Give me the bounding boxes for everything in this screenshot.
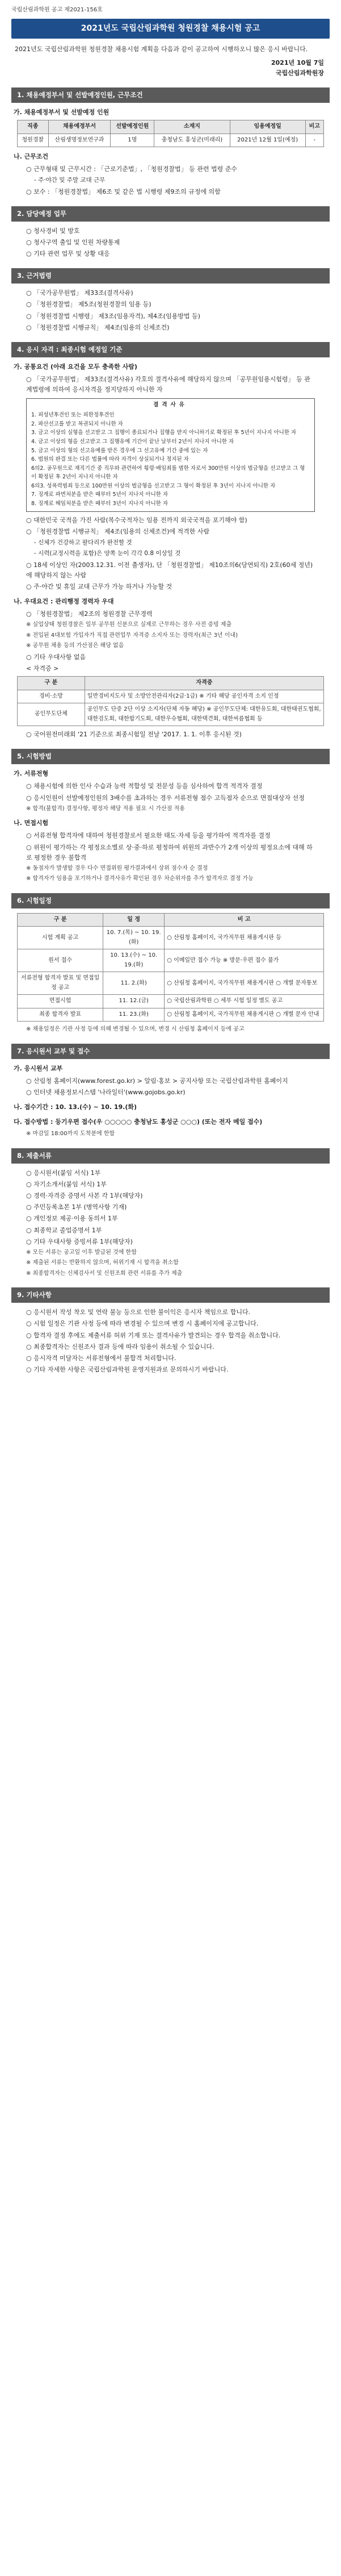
preference-note: ※ 공무원 채용 등의 가산점은 해당 없음: [26, 643, 124, 649]
section-7b-heading: 나. 접수기간 : 10. 13.(수) ~ 10. 19.(화): [14, 1103, 137, 1111]
list-item: ○ 「청원경찰법」 제5조(청원경찰의 임용 등): [26, 301, 151, 309]
table-row: [18, 972, 324, 995]
list-item: ○ 「청원경찰법 시행령」 제3조(임용자격), 제4조(임용방법 등): [26, 312, 200, 320]
method-item: ○ 응시인원이 선발예정인원의 3배수를 초과하는 경우 서류전형 점수 고득점자 순으로 면접대상자 선정: [26, 794, 305, 802]
box-item: 6의3. 성폭력범죄 등으로 100만원 이상의 벌금형을 선고받고 그 형이 확정된 후 3년이 지나지 아니한 자: [31, 482, 276, 489]
section-9-header: 9. 기타사항: [11, 1287, 330, 1303]
notice-date: 2021년 10월 7일: [271, 59, 324, 66]
submission-note: ※ 마감일 18:00까지 도착분에 한함: [26, 1131, 115, 1137]
section-2-header: 2. 담당예정 업무: [11, 206, 330, 222]
document-note: ※ 제출된 서류는 반환하지 않으며, 허위기재 시 합격을 취소함: [26, 1260, 179, 1266]
table-row: [18, 949, 324, 972]
table-cell: 11. 12.(금): [103, 995, 165, 1008]
disqualification-box: [26, 398, 315, 512]
table-cell: 산림생명정보연구과: [48, 134, 111, 147]
section-7a-heading: 가. 응시원서 교부: [14, 1064, 63, 1072]
table-cell: ○ 산림청 홈페이지, 국가직무원 채용게시판 등: [165, 927, 324, 949]
requirement: ○ 18세 이상인 자(2003.12.31. 이전 출생자), 단 「청원경찰법」 제10조의6(당연퇴직) 2호(60세 정년)에 해당하지 않는 사람: [26, 561, 313, 579]
document-item: ○ 개인정보 제공·이용 동의서 1부: [26, 1215, 118, 1223]
preference-note: ※ 실업상태 청원경찰은 일부 공무원 신분으로 실제로 근무하는 경우 사전 증빙 제출: [26, 622, 232, 628]
method-item: ○ 채용시험에 의한 인사 수습과 능력 적합성 및 전문성 등을 심사하여 합격 적격자 결정: [26, 782, 263, 790]
table-cell: ○ 국립산림과학원 ○ 세부 시험 일정 별도 공고: [165, 995, 324, 1008]
table-cell: 경비·소방: [18, 690, 85, 703]
section-5a-heading: 가. 서류전형: [14, 770, 49, 778]
table-header: 비고: [305, 120, 323, 134]
requirement: ○ 국어원전미래회 '21 기준으로 최종시험일 전날 '2017. 1. 1. 이후 응시된 것): [26, 731, 242, 739]
box-item: 7. 징계로 파면처분을 받은 때부터 5년이 지나지 아니한 자: [31, 491, 169, 498]
misc-item: ○ 시험 일정은 기관 사정 등에 따라 변경될 수 있으며 변경 시 홈페이지에 공고합니다.: [26, 1320, 259, 1328]
table-header: 자격증: [85, 677, 323, 690]
work-condition: ○ 근무형태 및 근무시간 : 「근로기준법」, 「청원경찰법」 등 관련 법령 준수: [26, 165, 238, 173]
document-item: ○ 기타 우대사항 증빙서류 1부(해당자): [26, 1237, 133, 1245]
table-cell: -: [305, 134, 323, 147]
document-item: ○ 자기소개서(붙임 서식) 1부: [26, 1181, 107, 1189]
table-header: 구 분: [18, 913, 103, 927]
misc-item: ○ 최종합격자는 신원조사 결과 등에 따라 임용이 취소될 수 있습니다.: [26, 1343, 214, 1350]
table-cell: 청원경찰: [18, 134, 49, 147]
table-cell: 충청남도 홍성군(미래리): [154, 134, 230, 147]
list-item: ○ 청사구역 출입 및 인원 차량통제: [26, 238, 120, 246]
table-cell: 서류전형 합격자 발표 및 면접일정 공고: [18, 972, 103, 995]
table-header: 채용예정부서: [48, 120, 111, 134]
table-row: [18, 134, 324, 147]
intro-text: 2021년도 국립산림과학원 청원경찰 채용시험 계획을 다음과 같이 공고하여 시행하오니 많은 응시 바랍니다.: [15, 45, 308, 53]
table-cell: ○ 산림청 홈페이지, 국가직무원 채용게시판 ○ 개별 문자통보: [165, 972, 324, 995]
box-item: 4. 금고 이상의 형을 선고받고 그 집행유예 기간이 끝난 날부터 2년이 지나지 아니한 자: [31, 439, 234, 445]
box-item: 6. 법원의 판결 또는 다른 법률에 따라 자격이 상실되거나 정지된 자: [31, 456, 189, 463]
misc-item: ○ 응시자격 미달자는 서류전형에서 불합격 처리합니다.: [26, 1354, 176, 1362]
section-6-header: 6. 시험일정: [11, 893, 330, 908]
document-item: ○ 응시원서(붙임 서식) 1부: [26, 1169, 101, 1177]
table-cell: 면접시험: [18, 995, 103, 1008]
recruitment-table: [17, 120, 324, 147]
list-item: ○ 「국가공무원법」 제33조(결격사유): [26, 289, 133, 297]
document-item: ○ 주민등록초본 1부 (병역사항 기재): [26, 1203, 127, 1211]
method-note: ※ 동점자가 발생할 경우 다수 면접위원 평가결과에서 상위 점수자 순 결정: [26, 865, 208, 872]
table-cell: 11. 2.(화): [103, 972, 165, 995]
list-item: ○ 청사경비 및 방호: [26, 227, 80, 235]
document-item: ○ 경력·자격증 증명서 사본 각 1부(해당자): [26, 1192, 143, 1200]
section-4-header: 4. 응시 자격 : 최종시험 예정일 기준: [11, 342, 330, 357]
page-title: 2021년도 국립산림과학원 청원경찰 채용시험 공고: [11, 19, 330, 39]
table-header: 구 분: [18, 677, 85, 690]
section-4a-heading: 가. 공통요건 (아래 요건을 모두 충족한 사람): [14, 362, 137, 370]
table-cell: 원서 접수: [18, 949, 103, 972]
method-note: ※ 합격자가 임용을 포기하거나 결격사유가 확인된 경우 차순위자를 추가 합격자로 결정 가능: [26, 876, 254, 882]
section-8-header: 8. 제출서류: [11, 1148, 330, 1164]
table-cell: 최종 합격자 발표: [18, 1008, 103, 1022]
document-note: ※ 최종합격자는 신체검사서 및 신원조회 관련 서류를 추가 제출: [26, 1270, 183, 1277]
table-cell: ○ 산림청 홈페이지, 국가직무원 채용게시판 ○ 개별 문자 안내: [165, 1008, 324, 1022]
section-1a-heading: 가. 채용예정부서 및 선발예정 인원: [14, 108, 110, 116]
certificate-table: [17, 676, 324, 726]
preference: ○ 「청원경찰법」 제2조의 청원경찰 근무경력: [26, 610, 153, 618]
misc-item: ○ 응시원서 작성 착오 및 연락 불능 등으로 인한 불이익은 응시자 책임으로 합니다.: [26, 1308, 251, 1316]
table-cell: 10. 7.(목) ~ 10. 19.(화): [103, 927, 165, 949]
document-number: 국립산림과학원 공고 제2021-156호: [11, 7, 103, 13]
method-item: ○ 서류전형 합격자에 대하여 청원경찰로서 필요한 태도·자세 등을 평가하여 적격자를 결정: [26, 832, 271, 840]
table-row: [18, 927, 324, 949]
section-7-header: 7. 응시원서 교부 및 접수: [11, 1044, 330, 1059]
table-cell: 11. 23.(화): [103, 1008, 165, 1022]
section-3-header: 3. 근거법령: [11, 268, 330, 284]
issuing-organization: 국립산림과학원장: [275, 69, 324, 77]
application-source: ○ 산림청 홈페이지(www.forest.go.kr) > 알림·홍보 > 공지사항 또는 국립산림과학원 홈페이지: [26, 1077, 288, 1085]
requirement-detail: - 신체가 건강하고 팔다리가 완전할 것: [34, 539, 132, 547]
box-item: 3. 금고 이상의 실형을 선고받고 그 집행이 종료되거나 집행을 받지 아니하기로 확정된 후 5년이 지나지 아니한 자: [31, 430, 297, 436]
method-item: ○ 위원이 평가하는 각 평정요소별로 상·중·하로 평정하여 위원의 과반수가 2개 이상의 평정요소에 대해 하로 평정한 경우 불합격: [26, 843, 313, 861]
table-cell: ○ 이메일만 접수 가능 ※ 방문·우편 접수 불가: [165, 949, 324, 972]
table-header: 선발예정인원: [111, 120, 154, 134]
box-title: 결격사유: [153, 402, 188, 409]
list-item: ○ 기타 관련 업무 및 상황 대응: [26, 250, 110, 258]
table-row: [18, 1008, 324, 1022]
schedule-note: ※ 채용일정은 기관 사정 등에 의해 변경될 수 있으며, 변경 시 산림청 홈페이지 등에 공고: [26, 1026, 245, 1033]
list-item: ○ 「청원경찰법 시행규칙」 제4조(임용의 신체조건): [26, 323, 170, 331]
section-5-header: 5. 시험방법: [11, 749, 330, 764]
section-7c-heading: 다. 접수방법 : 등기우편 접수(우 ○○○○○ 충청남도 홍성군 ○○○) (또는 전자 메일 접수): [14, 1118, 263, 1126]
box-item: 2. 파산선고를 받고 복권되지 아니한 자: [31, 420, 123, 427]
certificate-table-title: < 자격증 >: [26, 665, 59, 673]
table-header: 일 정: [103, 913, 165, 927]
work-condition-note: - 주·야간 및 주말 교대 근무: [34, 177, 106, 184]
requirement-detail: - 시력(교정시력을 포함)은 양쪽 눈이 각각 0.8 이상일 것: [34, 550, 181, 557]
table-header: 비 고: [165, 913, 324, 927]
requirement: ○ 「국가공무원법」 제33조(결격사유) 각호의 결격사유에 해당하지 않으며 「공무원임용시험령」 등 관계법령에 의하여 응시자격을 정지당하지 아니한 자: [26, 375, 310, 394]
schedule-table: [17, 913, 324, 1022]
preference: ○ 기타 우대사항 없음: [26, 653, 86, 661]
table-row: [18, 703, 324, 726]
table-row: [18, 995, 324, 1008]
section-1-header: 1. 채용예정부서 및 선발예정인원, 근무조건: [11, 87, 330, 103]
table-cell: 1명: [111, 134, 154, 147]
box-item: 6의2. 공무원으로 재직기간 중 직무와 관련하여 횡령·배임죄를 범한 자로서 300만원 이상의 벌금형을 선고받고 그 형이 확정된 후 2년이 지나지 아니한 자: [31, 465, 305, 480]
document-note: ※ 모든 서류는 공고일 이후 발급된 것에 한함: [26, 1249, 137, 1256]
section-5b-heading: 나. 면접시험: [14, 819, 49, 827]
table-header: 직종: [18, 120, 49, 134]
box-item: 8. 징계로 해임처분을 받은 때부터 3년이 지나지 아니한 자: [31, 501, 169, 507]
misc-item: ○ 합격자 결정 후에도 제출서류 허위 기재 또는 결격사유가 발견되는 경우 합격을 취소합니다.: [26, 1331, 281, 1339]
section-4b-heading: 나. 우대요건 : 관리행정 경력자 우대: [14, 598, 114, 606]
preference-note: ※ 전입된 4대보험 가입자가 직접 관련업무 자격증 소지자 또는 경력자(최근 3년 이내): [26, 632, 238, 639]
document-item: ○ 최종학교 졸업증명서 1부: [26, 1226, 102, 1234]
table-cell: 공인무도 단증 2단 이상 소지자(단체 자동 해당) ※ 공인무도단체: 대한유도회, 대한태권도협회, 대한검도회, 대한합기도회, 대한우슈협회, 대한택견회, 대한씨름협회 등: [85, 703, 323, 726]
box-item: 1. 피성년후견인 또는 피한정후견인: [31, 411, 115, 418]
table-cell: 시험 계획 공고: [18, 927, 103, 949]
application-source: ○ 인터넷 채용정보시스템 '나라일터'(www.gojobs.go.kr): [26, 1089, 186, 1096]
table-cell: 2021년 12월 1일(예정): [230, 134, 305, 147]
box-item: 5. 금고 이상의 형의 선고유예를 받은 경우에 그 선고유예 기간 중에 있는 자: [31, 447, 208, 454]
requirement: ○ 주·야간 및 휴일 교대 근무가 가능 하거나 가능할 것: [26, 582, 172, 590]
table-cell: 일반경비지도사 및 소방안전관리자(2급·1급) ※ 기타 해당 공인자격 소지 인정: [85, 690, 323, 703]
table-row: [18, 690, 324, 703]
table-header: 소재지: [154, 120, 230, 134]
misc-item: ○ 기타 자세한 사항은 국립산림과학원 운영지원과로 문의하시기 바랍니다.: [26, 1366, 229, 1374]
salary-condition: ○ 보수 : 「청원경찰법」 제6조 및 같은 법 시행령 제9조의 규정에 의함: [26, 187, 221, 195]
requirement: ○ 「청원경찰법 시행규칙」 제4조(임용의 신체조건)에 적격한 사람: [26, 527, 210, 535]
method-note: ※ 합격(불합격) 결정사항, 평정자 해당 적용 필요 시 가산점 적용: [26, 805, 185, 812]
section-1b-heading: 나. 근무조건: [14, 153, 49, 161]
requirement: ○ 대한민국 국적을 가진 사람(복수국적자는 임용 전까지 외국국적을 포기해야 함): [26, 516, 247, 524]
table-header: 임용예정일: [230, 120, 305, 134]
table-cell: 공인무도단체: [18, 703, 85, 726]
table-cell: 10. 13.(수) ~ 10. 19.(화): [103, 949, 165, 972]
